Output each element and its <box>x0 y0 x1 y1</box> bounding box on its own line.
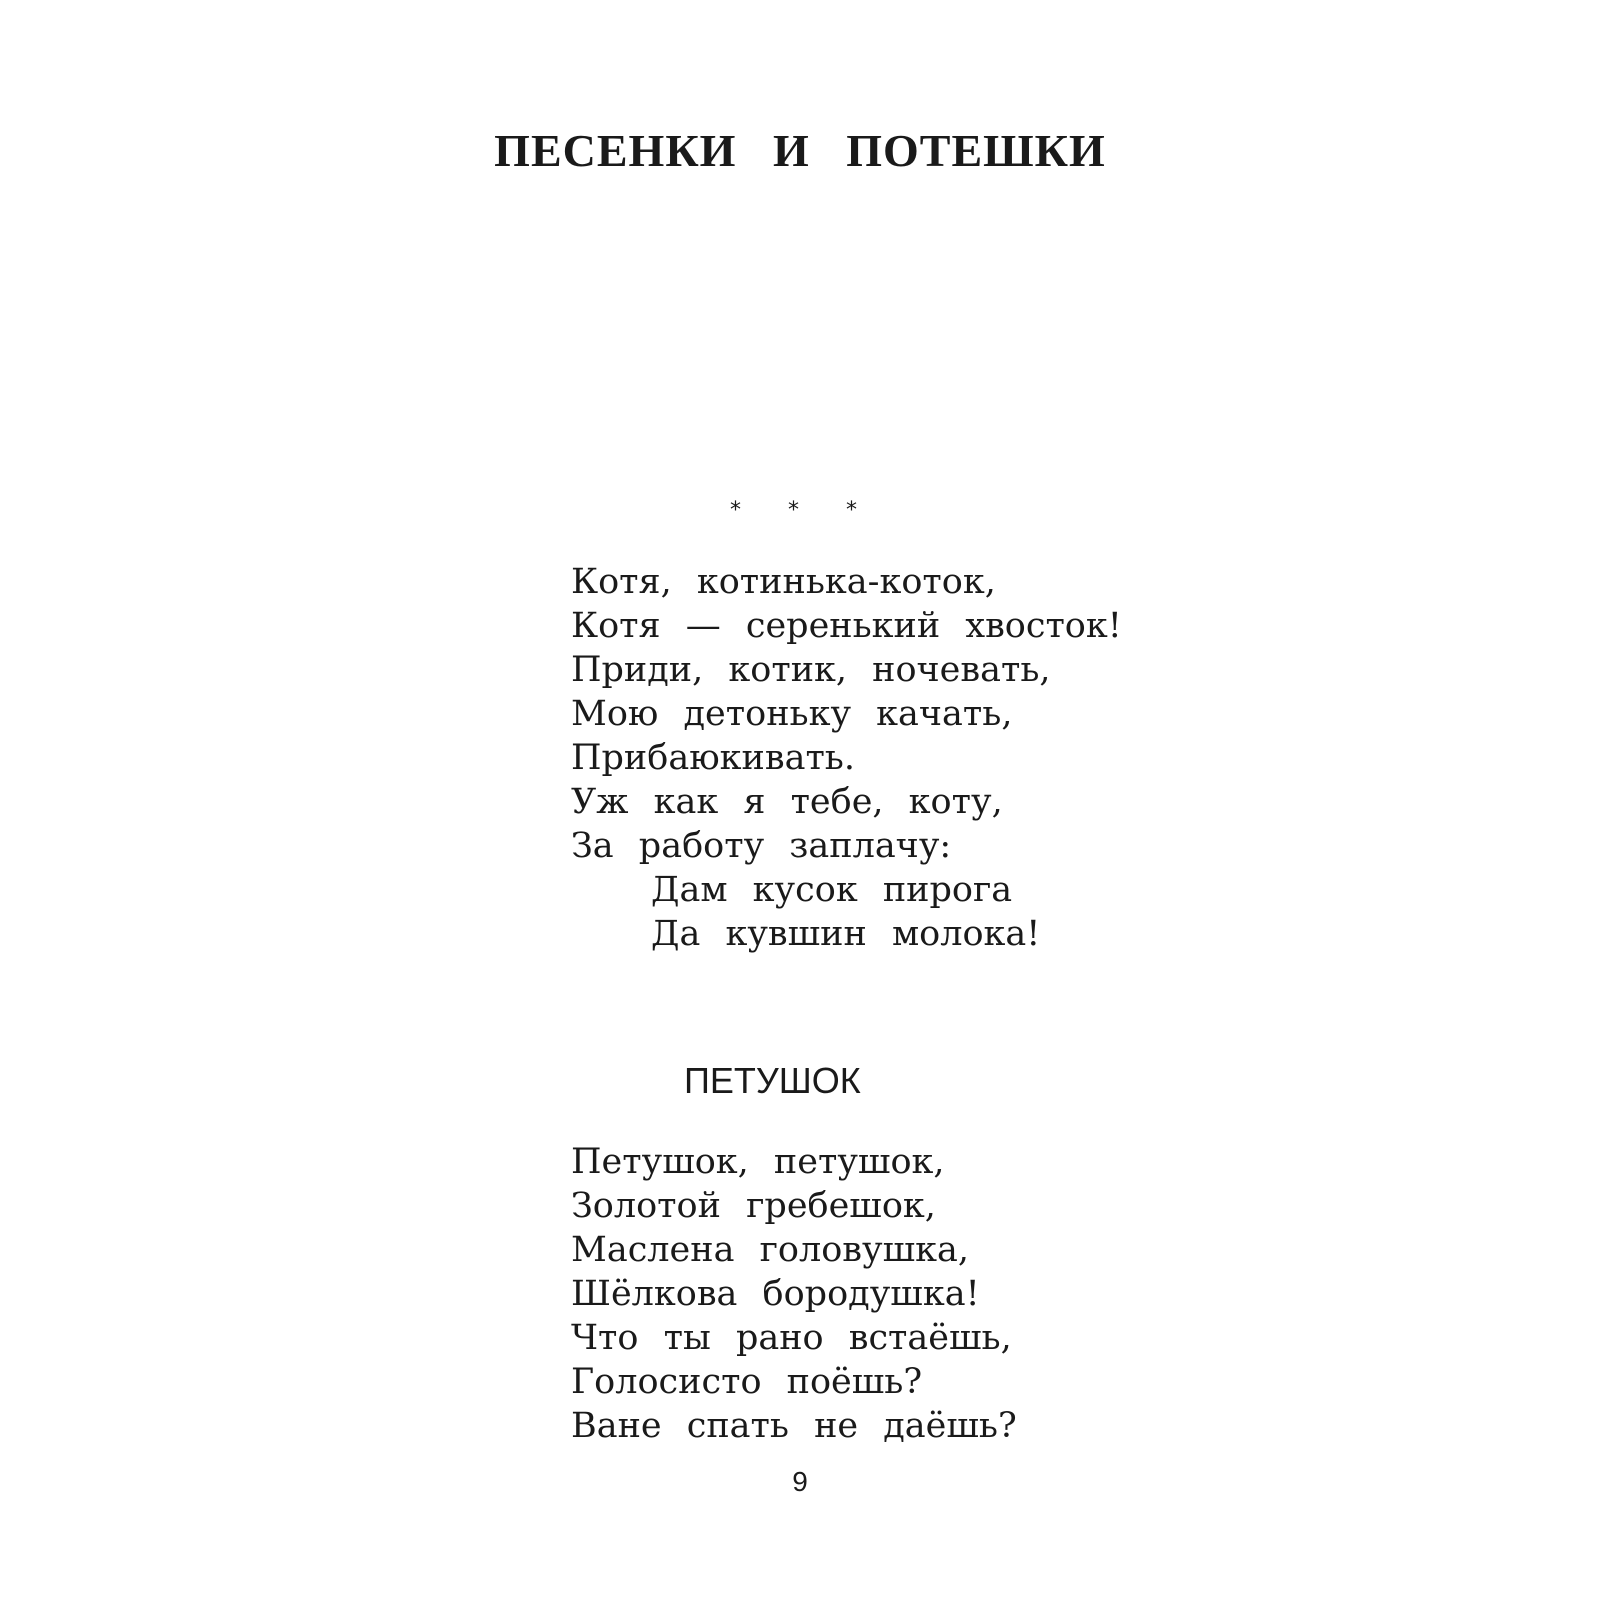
poem-line: Да кувшин молока! <box>651 914 1041 954</box>
poem-line: Котя — серенький хвосток! <box>571 606 1122 646</box>
poem-line: Котя, котинька-коток, <box>571 562 996 602</box>
poem-separator: * * * <box>730 498 877 523</box>
poem-petushok-stanza <box>571 1140 1017 1448</box>
poem-line: Прибаюкивать. <box>571 738 855 778</box>
poem-line: Что ты рано встаёшь, <box>571 1318 1012 1358</box>
poem-line: Приди, котик, ночевать, <box>571 650 1051 690</box>
poem-line: Уж как я тебе, коту, <box>571 782 1003 822</box>
poem-line: Шёлкова бородушка! <box>571 1274 980 1314</box>
poem-line: За работу заплачу: <box>571 826 952 866</box>
poem-line: Мою детоньку качать, <box>571 694 1013 734</box>
poem-line: Ване спать не даёшь? <box>571 1406 1017 1446</box>
page-number: 9 <box>792 1466 808 1497</box>
poem-line: Дам кусок пирога <box>651 870 1013 910</box>
poem-title-petushok: ПЕТУШОК <box>684 1060 861 1101</box>
poem-line: Золотой гребешок, <box>571 1186 936 1226</box>
poem-line: Голосисто поёшь? <box>571 1362 923 1402</box>
poem-kotya-stanza <box>571 560 1122 956</box>
poem-line: Петушок, петушок, <box>571 1142 945 1182</box>
chapter-title: ПЕСЕНКИ И ПОТЕШКИ <box>494 125 1106 176</box>
poem-line: Маслена головушка, <box>571 1230 969 1270</box>
